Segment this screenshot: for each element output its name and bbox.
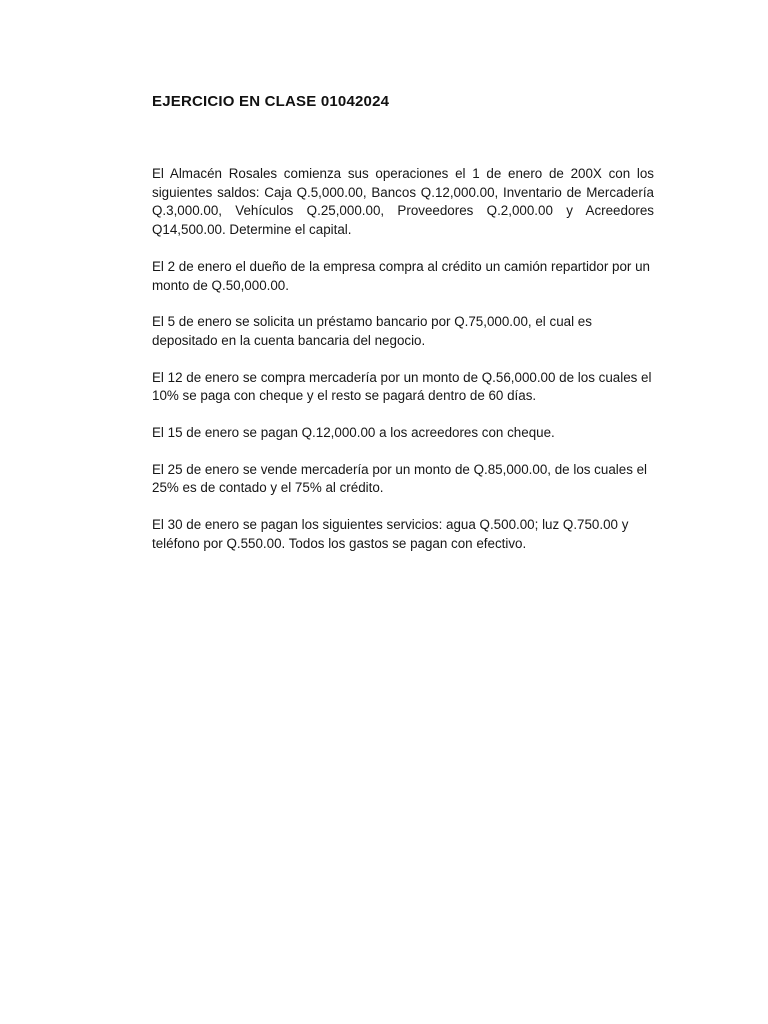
paragraph-opening-balances: El Almacén Rosales comienza sus operaciones el 1 de enero de 200X con los siguientes saldos: Caja Q.5,000.00, Bancos Q.12,000.00, Inventario de Mercadería Q.3,000.00, Vehículos Q.25,000.00, Proveedores Q.2,000.00 y Acreedores Q14,500.00. Determine el capital. xyxy=(152,166,654,238)
document-title: EJERCICIO EN CLASE 01042024 xyxy=(152,93,390,110)
exercise-paragraphs xyxy=(152,165,654,554)
paragraph-jan-25: El 25 de enero se vende mercadería por un monto de Q.85,000.00, de los cuales el 25% es de contado y el 75% al crédito. xyxy=(152,461,648,496)
paragraph-jan-2: El 2 de enero el dueño de la empresa compra al crédito un camión repartidor por un monto de Q.50,000.00. xyxy=(152,258,650,293)
document-body xyxy=(152,92,654,572)
paragraph-jan-15: El 15 de enero se pagan Q.12,000.00 a los acreedores con cheque. xyxy=(152,425,555,441)
paragraph-jan-5: El 5 de enero se solicita un préstamo bancario por Q.75,000.00, el cual es depositado en la cuenta bancaria del negocio. xyxy=(152,314,592,348)
paragraph-jan-12: El 12 de enero se compra mercadería por un monto de Q.56,000.00 de los cuales el 10% se paga con cheque y el resto se pagará dentro de 60 días. xyxy=(152,369,652,404)
paragraph-jan-30: El 30 de enero se pagan los siguientes servicios: agua Q.500.00; luz Q.750.00 y teléfono por Q.550.00. Todos los gastos se pagan con efectivo. xyxy=(152,517,629,551)
